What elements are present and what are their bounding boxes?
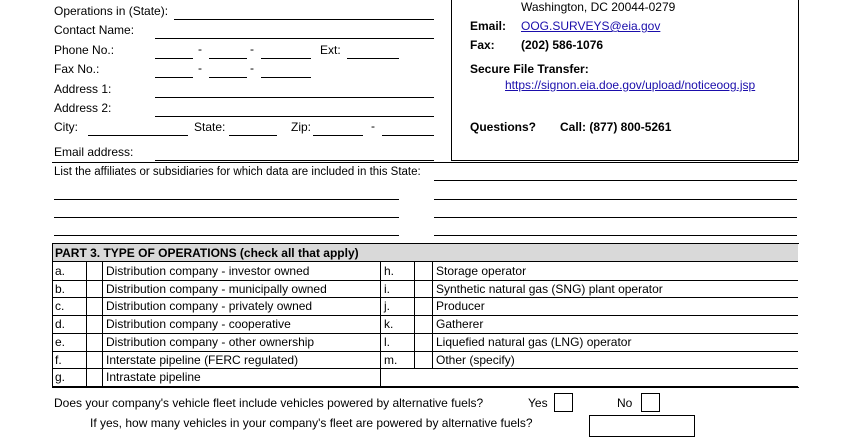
- option-checkbox-cell[interactable]: [87, 333, 102, 351]
- option-letter: g.: [55, 370, 66, 385]
- affiliate-field-2[interactable]: [54, 185, 399, 200]
- option-label: Producer: [436, 299, 485, 314]
- operations-state-field[interactable]: [174, 5, 434, 20]
- email-address-field[interactable]: [155, 146, 434, 161]
- zip-field[interactable]: [313, 121, 363, 136]
- fax-prefix-field[interactable]: [209, 63, 247, 78]
- affiliate-field-5[interactable]: [434, 203, 797, 218]
- option-label: Distribution company - privately owned: [106, 299, 313, 314]
- zip-label: Zip:: [291, 120, 312, 134]
- fleet-question: Does your company's vehicle fleet include vehicles powered by alternative fuels?: [54, 396, 484, 410]
- zip-dash: -: [371, 119, 375, 133]
- option-label: Gatherer: [436, 317, 484, 332]
- fleet-yes-label: Yes: [528, 396, 548, 410]
- option-label: Liquefied natural gas (LNG) operator: [436, 334, 632, 349]
- affiliates-top-rule: [52, 162, 798, 163]
- fax-number-field[interactable]: [261, 63, 311, 78]
- fleet-yes-checkbox[interactable]: [554, 393, 573, 412]
- secure-file-transfer-label: Secure File Transfer:: [470, 62, 589, 76]
- option-label: Interstate pipeline (FERC regulated): [106, 352, 299, 367]
- option-label: Distribution company - cooperative: [106, 317, 291, 332]
- affiliate-field-6[interactable]: [54, 221, 399, 236]
- option-label: Distribution company - other ownership: [106, 334, 315, 349]
- info-email-link[interactable]: OOG.SURVEYS@eia.gov: [521, 19, 661, 33]
- address2-label: Address 2:: [54, 101, 112, 115]
- part3-bottom-rule: [52, 386, 798, 388]
- affiliate-field-1[interactable]: [434, 166, 797, 181]
- address2-field[interactable]: [155, 102, 434, 117]
- phone-dash-1: -: [198, 42, 202, 56]
- address1-label: Address 1:: [54, 82, 112, 96]
- phone-dash-2: -: [250, 42, 254, 56]
- option-letter: e.: [55, 334, 66, 349]
- fleet-count-field[interactable]: [589, 415, 695, 437]
- affiliate-field-4[interactable]: [54, 203, 399, 218]
- option-checkbox-cell[interactable]: [87, 297, 102, 315]
- fleet-followup-question: If yes, how many vehicles in your company's fleet are powered by alternative fuels?: [90, 416, 533, 430]
- city-label: City:: [54, 120, 78, 134]
- affiliate-field-7[interactable]: [434, 221, 797, 236]
- option-label: Storage operator: [436, 264, 527, 278]
- fax-dash-1: -: [198, 61, 202, 75]
- phone-ext-field[interactable]: [347, 44, 399, 59]
- phone-label: Phone No.:: [54, 43, 115, 57]
- address1-field[interactable]: [155, 83, 434, 98]
- option-checkbox-cell[interactable]: [87, 351, 102, 369]
- option-letter: d.: [55, 317, 66, 332]
- zip-ext-field[interactable]: [382, 121, 434, 136]
- option-checkbox-cell[interactable]: [415, 315, 432, 333]
- fax-area-field[interactable]: [155, 63, 193, 78]
- contact-name-field[interactable]: [155, 24, 434, 39]
- option-label: Other (specify): [436, 352, 515, 367]
- option-letter: h.: [384, 264, 395, 278]
- affiliates-label: List the affiliates or subsidiaries for which data are included in this State:: [54, 166, 421, 178]
- phone-number-field[interactable]: [261, 44, 311, 59]
- option-label: Synthetic natural gas (SNG) plant operator: [436, 281, 663, 296]
- contact-name-label: Contact Name:: [54, 23, 135, 37]
- part3-row-rule: [52, 368, 798, 369]
- fleet-no-checkbox[interactable]: [641, 393, 660, 412]
- city-field[interactable]: [88, 121, 188, 136]
- state-field[interactable]: [229, 121, 277, 136]
- fleet-no-label: No: [617, 396, 633, 410]
- option-label: Intrastate pipeline: [106, 370, 201, 385]
- info-fax-label: Fax:: [470, 38, 495, 52]
- mailing-city-line: Washington, DC 20044-0279: [521, 0, 676, 14]
- fax-dash-2: -: [250, 61, 254, 75]
- questions-label: Questions?: [470, 120, 537, 134]
- option-checkbox-cell[interactable]: [415, 280, 432, 298]
- option-letter: c.: [55, 299, 65, 314]
- phone-area-field[interactable]: [155, 44, 193, 59]
- option-checkbox-cell[interactable]: [415, 297, 432, 315]
- info-email-label: Email:: [470, 19, 507, 33]
- option-checkbox-cell[interactable]: [415, 351, 432, 369]
- option-label: Distribution company - investor owned: [106, 264, 310, 278]
- option-checkbox-cell[interactable]: [87, 368, 102, 386]
- option-letter: l.: [384, 334, 390, 349]
- option-checkbox-cell[interactable]: [87, 262, 102, 280]
- call-number: Call: (877) 800-5261: [560, 120, 672, 134]
- option-letter: m.: [384, 352, 398, 367]
- option-letter: j.: [384, 299, 390, 314]
- phone-prefix-field[interactable]: [209, 44, 247, 59]
- part3-title: PART 3. TYPE OF OPERATIONS (check all that apply): [55, 246, 359, 260]
- option-letter: a.: [55, 264, 66, 278]
- ext-label: Ext:: [320, 43, 341, 57]
- state-label: State:: [194, 120, 226, 134]
- info-fax-value: (202) 586-1076: [521, 38, 604, 52]
- secure-file-transfer-link[interactable]: https://signon.eia.doe.gov/upload/noticeoog.jsp: [505, 78, 756, 92]
- option-checkbox-cell[interactable]: [87, 315, 102, 333]
- option-letter: i.: [384, 281, 390, 296]
- option-letter: b.: [55, 281, 66, 296]
- option-letter: k.: [384, 317, 394, 332]
- option-checkbox-cell[interactable]: [87, 280, 102, 298]
- option-label: Distribution company - municipally owned: [106, 281, 327, 296]
- affiliate-field-3[interactable]: [434, 185, 797, 200]
- option-checkbox-cell[interactable]: [415, 333, 432, 351]
- fax-label: Fax No.:: [54, 62, 100, 76]
- option-letter: f.: [55, 352, 62, 367]
- email-address-label: Email address:: [54, 145, 134, 159]
- option-checkbox-cell[interactable]: [415, 262, 432, 280]
- operations-label: Operations in (State):: [54, 4, 169, 18]
